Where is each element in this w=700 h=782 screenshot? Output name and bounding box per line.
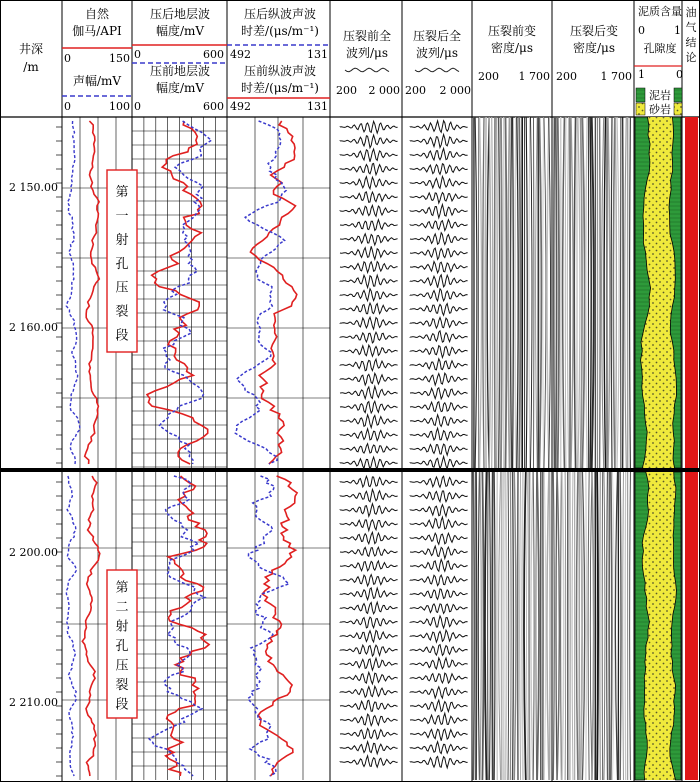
post-dt-title-2: 时差/(μs/m⁻¹) (241, 24, 319, 38)
wavetrain (410, 346, 468, 358)
vdl-stripe (607, 472, 608, 780)
wavetrain (340, 177, 398, 189)
vdl-stripe (527, 472, 528, 780)
wavetrain (410, 176, 468, 188)
wavetrain (340, 575, 398, 586)
vdl-stripe (544, 472, 546, 780)
vdl-stripe (590, 117, 591, 468)
vdl-stripe (563, 117, 565, 468)
amp-title: 声幅/mV (72, 74, 122, 88)
wavetrain (410, 205, 468, 218)
wavetrain (410, 164, 468, 175)
vdl-stripe (543, 117, 544, 468)
vdl-stripe (499, 472, 501, 780)
vdl-post-title-2: 密度/μs (572, 41, 616, 55)
vdl-stripe (487, 117, 489, 468)
gr-title-1: 自然 (84, 7, 110, 21)
depth-tick: 2 210.00 (9, 696, 58, 709)
wavetrain (340, 386, 398, 398)
pre-dt-title-1: 压前纵波声波 (243, 64, 317, 78)
vdl-stripe (549, 117, 551, 468)
depth-tick: 2 150.00 (9, 181, 58, 194)
wavetrain (340, 476, 398, 487)
vdl-pre-title-1: 压裂前变 (487, 24, 537, 38)
post-dt-title-1: 压后纵波声波 (243, 7, 317, 21)
wavetrain (340, 246, 398, 259)
vdl-stripe (537, 472, 539, 780)
post-dt-min: 492 (230, 48, 251, 61)
post-amp-min: 0 (134, 48, 141, 61)
wavetrain (410, 575, 468, 586)
vdl-stripe (529, 117, 530, 468)
wavetrain (410, 304, 468, 316)
vdl-stripe (604, 472, 605, 780)
vdl-stripe (562, 472, 564, 780)
vdl-stripe (620, 472, 621, 780)
vdl-stripe (508, 472, 509, 780)
post-amp-title-1: 压后地层波 (149, 7, 211, 21)
wavetrain (340, 658, 398, 670)
vdl-stripe (547, 472, 549, 780)
wavetrain (340, 617, 398, 628)
vdl-stripe (524, 472, 526, 780)
interval-label-char: 段 (115, 697, 129, 713)
wavetrain (410, 673, 468, 683)
gr-range-max: 150 (109, 52, 130, 65)
wavetrain (410, 546, 468, 558)
wave-pre-title-1: 压裂前全 (342, 29, 392, 43)
wavetrain (340, 149, 398, 162)
post-slowness-curve (250, 121, 296, 464)
wavetrain (340, 289, 398, 301)
vdl-stripe (571, 117, 573, 468)
vdl-stripe (501, 117, 502, 468)
pre-dt-title-2: 时差/(μs/m⁻¹) (241, 81, 319, 95)
lith-title-2: 孔隙度 (643, 42, 677, 55)
vdl-stripe (522, 472, 523, 780)
wavetrain (340, 415, 398, 428)
amp-range-min: 0 (64, 100, 71, 113)
vdl-pre-max: 1 700 (518, 70, 550, 83)
vdl-stripe (602, 117, 604, 468)
wavetrain (410, 505, 468, 517)
wavetrain (340, 429, 398, 441)
vdl-stripe (510, 117, 511, 468)
legend-shale-swatch (674, 88, 682, 102)
gr-curve (82, 476, 100, 776)
legend-shale-swatch (636, 88, 645, 102)
wave-pre-min: 200 (336, 84, 357, 97)
vdl-stripe (544, 117, 546, 468)
wavetrain (410, 630, 468, 642)
conclusion-title-char: 油 (685, 6, 697, 19)
lith-min-2: 1 (638, 68, 645, 81)
vdl-stripe (499, 117, 500, 468)
wavetrain (340, 728, 398, 739)
wavetrain (340, 686, 398, 697)
post-amp-title-2: 幅度/mV (155, 24, 205, 38)
depth-tick: 2 200.00 (9, 546, 58, 559)
pre-amp-title-2: 幅度/mV (155, 81, 205, 95)
vdl-stripe (508, 117, 509, 468)
post-dt-max: 131 (307, 48, 328, 61)
vdl-stripe (604, 117, 605, 468)
wavetrain (340, 205, 398, 216)
vdl-stripe (483, 117, 484, 468)
vdl-stripe (608, 117, 610, 468)
vdl-stripe (577, 472, 578, 780)
pre-amp-min: 0 (134, 100, 141, 113)
vdl-stripe (553, 472, 554, 780)
interval-label-char: 裂 (115, 304, 129, 320)
wavetrain (410, 373, 468, 385)
wavetrain (410, 713, 468, 724)
vdl-stripe (613, 117, 614, 468)
wavetrain (410, 148, 468, 160)
wavetrain (340, 317, 398, 329)
pre-dt-min: 492 (230, 100, 251, 113)
vdl-stripe (480, 472, 481, 780)
wavetrain (410, 444, 468, 455)
wavetrain (410, 359, 468, 370)
interval-label-char: 压 (115, 658, 129, 674)
amp-range-max: 100 (109, 100, 130, 113)
depth-tick-labels (9, 181, 58, 709)
wavetrain (340, 672, 398, 684)
legend-sand-swatch (636, 103, 645, 115)
interval-label-char: 射 (115, 232, 129, 248)
legend-shale-label: 泥岩 (649, 89, 671, 102)
vdl-stripe (531, 472, 533, 780)
vdl-stripe (581, 117, 582, 468)
vdl-stripe (539, 117, 541, 468)
wavetrain (410, 616, 468, 628)
wavetrain (340, 714, 398, 725)
wave-pre-title-2: 波列/μs (345, 46, 389, 60)
legend-sand-swatch (674, 103, 682, 115)
vdl-stripe (492, 117, 493, 468)
interval-label-char: 二 (115, 599, 129, 615)
wavetrain (340, 645, 398, 656)
wavetrain (340, 588, 398, 600)
vdl-stripe (611, 472, 612, 780)
vdl-stripe (526, 117, 527, 468)
wavetrain (410, 331, 468, 342)
vdl-stripe (557, 472, 559, 780)
amp-curve (66, 476, 76, 776)
post-slowness-curve (258, 476, 297, 776)
wavetrain (410, 457, 468, 469)
wavetrain (410, 262, 468, 273)
lith-title-1: 泥质含量 (638, 5, 682, 18)
pre-dt-max: 131 (307, 100, 328, 113)
gr-curve (85, 121, 100, 464)
wavetrain (340, 121, 398, 133)
wavetrain (410, 756, 468, 767)
lith-max-1: 1 (674, 24, 681, 37)
interval-label-char: 裂 (115, 677, 129, 693)
interval-label-char: 一 (115, 208, 129, 224)
vdl-stripe (581, 472, 583, 780)
segment-1 (56, 117, 698, 470)
wavetrain (410, 658, 468, 669)
vdl-stripe (592, 117, 594, 468)
interval-label-char: 孔 (115, 256, 129, 272)
conclusion-title-char: 结 (685, 36, 697, 49)
wavetrain (340, 234, 398, 245)
wavetrain (340, 262, 398, 273)
vdl-stripe (574, 117, 575, 468)
vdl-post-max: 1 700 (600, 70, 632, 83)
vdl-stripe (592, 472, 594, 780)
wavetrain (410, 318, 468, 329)
conclusion-bar (685, 117, 698, 468)
wavetrain (410, 491, 468, 502)
lith-max-2: 0 (676, 68, 683, 81)
vdl-stripe (613, 472, 615, 780)
conclusion-bar (685, 472, 698, 780)
vdl-stripe (510, 472, 511, 780)
gr-title-2: 伽马/API (72, 24, 122, 38)
vdl-stripe (519, 117, 520, 468)
wavetrain (410, 415, 468, 427)
vdl-stripe (489, 117, 490, 468)
vdl-stripe (588, 472, 589, 780)
vdl-stripe (505, 472, 506, 780)
wavetrain (410, 729, 468, 741)
wavetrain (340, 742, 398, 754)
wavetrain (410, 533, 468, 544)
vdl-stripe (485, 472, 487, 780)
vdl-stripe (536, 472, 537, 780)
wavetrain (340, 345, 398, 356)
vdl-stripe (565, 117, 566, 468)
wavetrain (410, 233, 468, 245)
wavetrain (410, 700, 468, 712)
wave-header-marker (415, 68, 459, 72)
wavetrain (410, 428, 468, 440)
interval-label-char: 段 (115, 328, 129, 344)
vdl-stripe (567, 117, 568, 468)
vdl-stripe (517, 117, 518, 468)
vdl-stripe (547, 117, 549, 468)
vdl-stripe (489, 472, 490, 780)
vdl-stripe (513, 117, 514, 468)
vdl-stripe (572, 472, 573, 780)
vdl-stripe (630, 117, 631, 468)
wave-post-title-1: 压裂后全 (412, 29, 462, 43)
depth-label-1: 井深 (18, 42, 44, 56)
vdl-stripe (578, 117, 580, 468)
wavetrain (410, 604, 468, 614)
wave-pre-max: 2 000 (368, 84, 400, 97)
vdl-stripe (513, 472, 514, 780)
wavetrain (340, 444, 398, 453)
wavetrain (340, 631, 398, 643)
wavetrain (410, 289, 468, 301)
vdl-stripe (617, 117, 619, 468)
vdl-post-min: 200 (556, 70, 577, 83)
vdl-stripe (536, 117, 538, 468)
amp-curve (66, 121, 80, 464)
wavetrain (410, 388, 468, 399)
wavetrain (410, 560, 468, 572)
wavetrain (410, 687, 468, 698)
interval-label-char: 射 (115, 619, 129, 635)
wavetrain (340, 700, 398, 711)
wavetrain (410, 275, 468, 288)
wavetrain (340, 135, 398, 148)
wavetrain (410, 476, 468, 487)
wavetrain (340, 164, 398, 175)
vdl-stripe (473, 472, 474, 780)
vdl-stripe (597, 472, 598, 780)
vdl-stripe (494, 472, 495, 780)
wavetrain (410, 645, 468, 656)
vdl-stripe (561, 472, 562, 780)
post-amplitude-curve (147, 121, 208, 464)
wavetrain (340, 275, 398, 287)
wavetrain (340, 520, 398, 531)
wavetrain (340, 756, 398, 767)
depth-tick: 2 160.00 (9, 321, 58, 334)
wavetrain (410, 135, 468, 148)
wave-header-marker (345, 68, 389, 72)
wavetrain (410, 742, 468, 754)
vdl-stripe (520, 472, 521, 780)
wavetrain (340, 457, 398, 470)
wavetrain (340, 504, 398, 517)
vdl-stripe (485, 117, 486, 468)
pre-amp-title-1: 压前地层波 (149, 64, 211, 78)
vdl-stripe (482, 472, 483, 780)
interval-label-char: 第 (115, 184, 129, 200)
vdl-pre-title-2: 密度/μs (490, 41, 534, 55)
wavetrain (410, 220, 468, 231)
wavetrain (340, 401, 398, 413)
wavetrain (340, 192, 398, 203)
interval-label-char: 压 (115, 280, 129, 296)
pre-slowness-curve (248, 476, 289, 776)
vdl-stripe (611, 117, 612, 468)
wavetrain (410, 121, 468, 133)
vdl-stripe (590, 472, 592, 780)
wavetrain (340, 332, 398, 343)
vdl-stripe (625, 472, 626, 780)
wavetrain (340, 220, 398, 231)
wavetrain (340, 602, 398, 614)
wavetrain (410, 193, 468, 204)
vdl-stripe (475, 117, 477, 468)
wavetrain (410, 248, 468, 259)
frame (1, 1, 700, 782)
wavetrain (410, 402, 468, 412)
vdl-stripe (478, 472, 479, 780)
vdl-stripe (533, 472, 534, 780)
vdl-stripe (514, 472, 516, 780)
pre-amp-max: 600 (203, 100, 224, 113)
interval-label-char: 孔 (115, 638, 129, 654)
wave-post-min: 200 (405, 84, 426, 97)
vdl-stripe (556, 117, 557, 468)
segment-break (0, 468, 700, 472)
vdl-stripe (600, 117, 601, 468)
vdl-stripe (531, 117, 533, 468)
vdl-stripe (556, 472, 557, 780)
lith-min-1: 0 (638, 24, 645, 37)
post-amp-max: 600 (203, 48, 224, 61)
vdl-stripe (600, 472, 601, 780)
gr-range-min: 0 (64, 52, 71, 65)
wavetrain (340, 373, 398, 385)
segment-2 (56, 472, 698, 780)
interval-label-char: 第 (115, 580, 129, 596)
vdl-stripe (615, 117, 616, 468)
vdl-stripe (506, 117, 507, 468)
vdl-stripe (558, 117, 559, 468)
wavetrain (340, 532, 398, 543)
vdl-post-title-1: 压裂后变 (569, 24, 619, 38)
conclusion-title-char: 气 (685, 21, 697, 34)
conclusion-title-char: 论 (685, 51, 697, 64)
wavetrain (340, 561, 398, 571)
vdl-stripe (630, 472, 631, 780)
wavetrain (340, 359, 398, 371)
vdl-stripe (554, 117, 555, 468)
vdl-stripe (565, 472, 566, 780)
header (19, 4, 683, 116)
vdl-stripe (480, 117, 482, 468)
vdl-stripe (623, 472, 624, 780)
wavetrain (410, 589, 468, 599)
vdl-stripe (586, 472, 587, 780)
vdl-stripe (586, 117, 588, 468)
wave-post-max: 2 000 (439, 84, 471, 97)
vdl-pre-min: 200 (478, 70, 499, 83)
wavetrain (410, 517, 468, 529)
wave-post-title-2: 波列/μs (415, 46, 459, 60)
wavetrain (340, 547, 398, 556)
depth-label-2: /m (23, 60, 39, 74)
vdl-stripe (615, 472, 617, 780)
vdl-stripe (625, 117, 627, 468)
vdl-stripe (515, 117, 516, 468)
wavetrain (340, 490, 398, 502)
wavetrain (340, 303, 398, 314)
legend-sand-label: 砂岩 (649, 103, 671, 116)
